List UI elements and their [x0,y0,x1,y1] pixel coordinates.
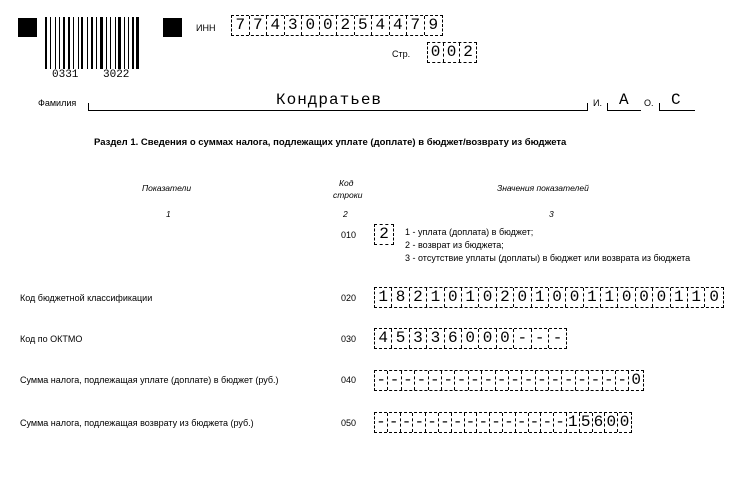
kbk-digit-cell[interactable]: 1 [671,288,688,307]
page-label: Стр. [392,49,411,59]
tax-payable-digit-cell[interactable]: - [603,371,616,390]
tax-refund-digit-cell[interactable]: 1 [567,413,580,432]
tax-payable-digit-cell[interactable]: - [562,371,575,390]
kbk-digit-cell[interactable]: 2 [410,288,427,307]
oktmo-digit-cell[interactable]: 4 [375,329,392,348]
inn-field[interactable] [231,15,443,36]
kbk-digit-cell[interactable]: 0 [618,288,635,307]
tax-refund-digit-cell[interactable]: - [490,413,503,432]
barcode-bar [48,17,49,69]
barcode-bar [84,17,87,69]
row-code-050: 050 [341,418,357,428]
inn-digit-cell[interactable]: 7 [250,16,268,35]
tax-refund-field[interactable] [374,412,632,433]
oktmo-digit-cell[interactable]: 3 [427,329,444,348]
oktmo-digit-cell[interactable]: 6 [445,329,462,348]
tax-payable-field[interactable] [374,370,644,391]
registration-marker-left [18,18,37,37]
row-label-kbk: Код бюджетной классификации [20,293,153,303]
barcode-bar [50,17,51,69]
barcode-bar [106,17,107,69]
barcode-bar [126,17,128,69]
barcode-bar [91,17,93,69]
column-number-3: 3 [549,209,554,219]
kbk-digit-cell[interactable]: 0 [479,288,496,307]
column-header-code-line1: Код [339,178,354,188]
barcode-bar [135,17,136,69]
payment-type-field[interactable] [374,224,394,245]
barcode-bar [110,17,111,69]
barcode-bar [55,17,56,69]
barcode-bar [96,17,97,69]
tax-payable-digit-cell[interactable]: - [442,371,455,390]
tax-refund-digit-cell[interactable]: - [465,413,478,432]
barcode-bar [75,17,77,69]
inn-digit-cell[interactable]: 5 [355,16,373,35]
tax-payable-digit-cell[interactable]: - [375,371,388,390]
initial2-label: О. [644,98,654,108]
tax-payable-digit-cell[interactable]: - [415,371,428,390]
inn-digit-cell[interactable]: 7 [232,16,250,35]
tax-refund-digit-cell[interactable]: - [529,413,542,432]
barcode-bar [98,17,100,69]
tax-payable-digit-cell[interactable]: - [402,371,415,390]
tax-refund-digit-cell[interactable]: 6 [593,413,606,432]
row-code-040: 040 [341,375,357,385]
tax-payable-digit-cell[interactable]: - [522,371,535,390]
payment-option-1: 1 - уплата (доплата) в бюджет; [405,227,534,237]
oktmo-digit-cell[interactable]: - [552,329,563,347]
barcode-bar [61,17,62,69]
tax-refund-digit-cell[interactable]: - [426,413,439,432]
barcode-bar [118,17,121,69]
kbk-digit-cell[interactable]: 1 [375,288,392,307]
kbk-digit-cell[interactable]: 1 [688,288,705,307]
inn-digit-cell[interactable]: 0 [320,16,338,35]
page-number-field[interactable] [427,42,477,63]
oktmo-digit-cell[interactable]: - [532,329,549,348]
barcode-bar [128,17,129,69]
column-number-2: 2 [343,209,348,219]
barcode-number-right: 3022 [103,69,130,81]
oktmo-field[interactable] [374,328,567,349]
kbk-digit-cell[interactable]: 1 [427,288,444,307]
barcode-bar [63,17,65,69]
row-code-020: 020 [341,293,357,303]
row-code-030: 030 [341,334,357,344]
barcode-bar [140,17,141,69]
section-title: Раздел 1. Сведения о суммах налога, подлежащих уплате (доплате) в бюджет/возврату из бюджета [94,137,567,148]
initial1-value[interactable]: А [619,91,629,109]
tax-payable-digit-cell[interactable]: - [388,371,401,390]
page-digit-cell[interactable]: 2 [463,43,473,61]
page-digit-cell[interactable]: 0 [444,43,460,62]
tax-refund-digit-cell[interactable]: - [477,413,490,432]
barcode-bar [73,17,74,69]
oktmo-digit-cell[interactable]: 0 [462,329,479,348]
barcode-bar [136,17,139,69]
barcode-number-left: 0331 [52,69,79,81]
oktmo-digit-cell[interactable]: 0 [479,329,496,348]
barcode-bar [71,17,72,69]
barcode-bar [115,17,116,69]
payment-option-3: 3 - отсутствие уплаты (доплаты) в бюджет или возврата из бюджета [405,253,691,263]
tax-refund-digit-cell[interactable]: - [439,413,452,432]
tax-refund-digit-cell[interactable]: - [503,413,516,432]
barcode-bar [122,17,123,69]
barcode-bar [79,17,80,69]
kbk-digit-cell[interactable]: 8 [392,288,409,307]
kbk-digit-cell[interactable]: 0 [549,288,566,307]
kbk-digit-cell[interactable]: 0 [445,288,462,307]
barcode-bar [51,17,54,69]
barcode-bar [81,17,83,69]
tax-payable-digit-cell[interactable]: - [536,371,549,390]
oktmo-digit-cell[interactable]: 0 [497,329,514,348]
barcode-bar [94,17,95,69]
tax-refund-digit-cell[interactable]: - [375,413,388,432]
initial2-value[interactable]: С [671,91,681,109]
barcode-bar [107,17,109,69]
tax-payable-digit-cell[interactable]: - [429,371,442,390]
tax-refund-digit-cell[interactable]: - [452,413,465,432]
barcode-bar [130,17,131,69]
surname-value[interactable]: Кондратьев [276,91,383,109]
barcode-bar [45,17,47,69]
kbk-digit-cell[interactable]: 1 [601,288,618,307]
barcode-bar [57,17,59,69]
kbk-digit-cell[interactable]: 0 [514,288,531,307]
barcode-bar [117,17,118,69]
tax-payable-digit-cell[interactable]: - [616,371,629,390]
kbk-digit-cell[interactable]: 0 [709,288,719,306]
barcode-bar [104,17,105,69]
tax-refund-digit-cell[interactable]: 0 [605,413,618,432]
registration-marker-right [163,18,182,37]
kbk-digit-cell[interactable]: 0 [636,288,653,307]
barcode-bar [89,17,90,69]
tax-payable-digit-cell[interactable]: - [455,371,468,390]
barcode-bar [59,17,60,69]
column-header-values: Значения показателей [497,183,589,193]
page-digit-cell[interactable]: 0 [428,43,444,62]
payment-option-2: 2 - возврат из бюджета; [405,240,504,250]
tax-refund-digit-cell[interactable]: - [516,413,529,432]
tax-refund-digit-cell[interactable]: - [554,413,567,432]
tax-refund-digit-cell[interactable]: - [413,413,426,432]
tax-payable-digit-cell[interactable]: - [576,371,589,390]
kbk-field[interactable] [374,287,724,308]
tax-payable-digit-cell[interactable]: - [509,371,522,390]
row-label-tax-refund: Сумма налога, подлежащая возврату из бюджета (руб.) [20,418,254,428]
tax-payable-digit-cell[interactable]: - [482,371,495,390]
inn-digit-cell[interactable]: 4 [267,16,285,35]
kbk-digit-cell[interactable]: 1 [532,288,549,307]
barcode-bar [112,17,114,69]
row-label-oktmo: Код по ОКТМО [20,334,83,344]
tax-refund-digit-cell[interactable]: 0 [619,413,630,431]
barcode-bar [68,17,71,69]
inn-digit-cell[interactable]: 4 [372,16,390,35]
tax-refund-digit-cell[interactable]: - [401,413,414,432]
tax-refund-digit-cell[interactable]: - [541,413,554,432]
tax-payable-digit-cell[interactable]: 0 [631,371,641,389]
surname-label: Фамилия [38,98,77,108]
kbk-digit-cell[interactable]: 2 [497,288,514,307]
barcode-bar [66,17,67,69]
inn-digit-cell[interactable]: 2 [337,16,355,35]
barcode-bar [132,17,134,69]
kbk-digit-cell[interactable]: 0 [566,288,583,307]
kbk-digit-cell[interactable]: 0 [653,288,670,307]
tax-payable-digit-cell[interactable]: - [496,371,509,390]
column-header-indicators: Показатели [142,183,192,193]
tax-refund-digit-cell[interactable]: 5 [580,413,593,432]
barcode-bar [100,17,103,69]
oktmo-digit-cell[interactable]: - [514,329,531,348]
oktmo-digit-cell[interactable]: 3 [410,329,427,348]
barcode-bar [87,17,88,69]
inn-digit-cell[interactable]: 0 [302,16,320,35]
tax-refund-digit-cell[interactable]: - [388,413,401,432]
column-header-code-line2: строки [333,190,363,200]
inn-label: ИНН [196,23,216,33]
payment-type-cell[interactable]: 2 [379,225,389,243]
inn-digit-cell[interactable]: 7 [407,16,425,35]
tax-payable-digit-cell[interactable]: - [589,371,602,390]
inn-digit-cell[interactable]: 9 [428,16,439,34]
barcode-bar [78,17,79,69]
row-label-tax-payable: Сумма налога, подлежащая уплате (доплате) в бюджет (руб.) [20,375,279,385]
inn-digit-cell[interactable]: 3 [285,16,303,35]
kbk-digit-cell[interactable]: 1 [584,288,601,307]
barcode [45,17,142,69]
tax-payable-digit-cell[interactable]: - [469,371,482,390]
barcode-bar [124,17,125,69]
column-number-1: 1 [166,209,171,219]
tax-payable-digit-cell[interactable]: - [549,371,562,390]
inn-digit-cell[interactable]: 4 [390,16,408,35]
oktmo-digit-cell[interactable]: 5 [392,329,409,348]
kbk-digit-cell[interactable]: 1 [462,288,479,307]
row-code-010: 010 [341,230,357,240]
surname-underline [88,110,588,111]
initial1-label: И. [593,98,602,108]
